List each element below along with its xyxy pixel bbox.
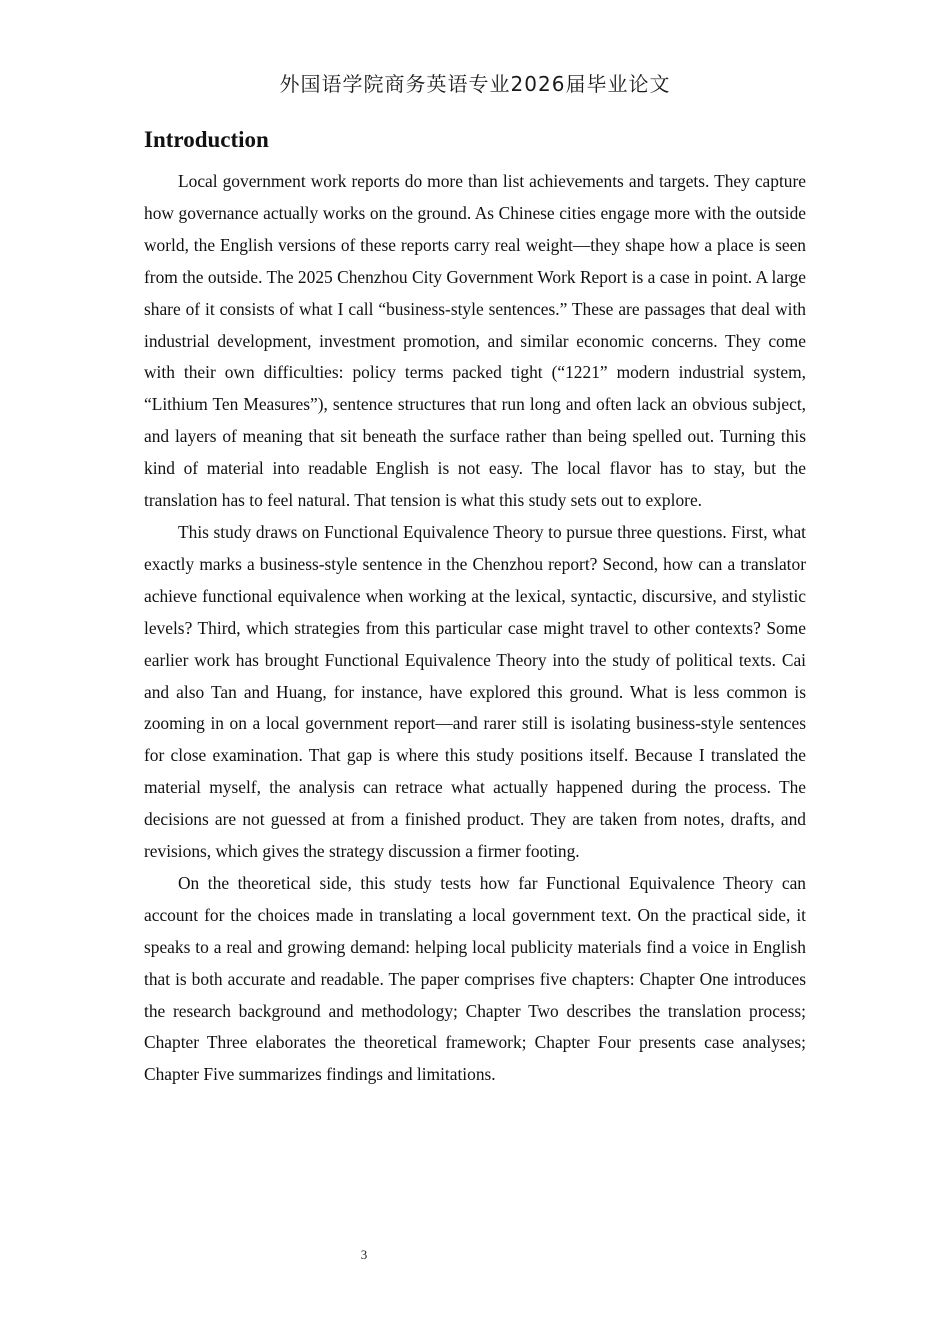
running-header: 外国语学院商务英语专业2026届毕业论文: [279, 72, 671, 96]
paragraph: Local government work reports do more than list achievements and targets. They capture how governance actually works on the ground. As Chinese cities engage more with the outside world, the English versions of these reports carry real weight—they shape how a place is seen from the outside. The 2025 Chenzhou City Government Work Report is a case in point. A large share of it consists of what I call “business-style sentences.” These are passages that deal with industrial development, investment promotion, and similar economic concerns. They come with their own difficulties: policy terms packed tight (“1221” modern industrial system, “Lithium Ten Measures”), sentence structures that run long and often lack an obvious subject, and layers of meaning that sit beneath the surface rather than being spelled out. Turning this kind of material into readable English is not easy. The local flavor has to stay, but the translation has to feel natural. That tension is what this study sets out to explore.: [144, 171, 806, 511]
page-number: 3: [360, 1247, 368, 1262]
paragraph: This study draws on Functional Equivalence Theory to pursue three questions. First, what exactly marks a business-style sentence in the Chenzhou report? Second, how can a translator achieve functional equivalence when working at the lexical, syntactic, discursive, and stylistic levels? Third, which strategies from this particular case might travel to other contexts? Some earlier work has brought Functional Equivalence Theory into the study of political texts. Cai and also Tan and Huang, for instance, have explored this ground. What is less common is zooming in on a local government report—and rarer still is isolating business-style sentences for close examination. That gap is where this study positions itself. Because I translated the material myself, the analysis can retrace what actually happened during the process. The decisions are not guessed at from a finished product. They are taken from notes, drafts, and revisions, which gives the strategy discussion a firmer footing.: [144, 521, 806, 862]
paragraph: On the theoretical side, this study tests how far Functional Equivalence Theory can account for the choices made in translating a local government text. On the practical side, it speaks to a real and growing demand: helping local publicity materials find a voice in English that is both accurate and readable. The paper comprises five chapters: Chapter One introduces the research background and methodology; Chapter Two describes the translation process; Chapter Three elaborates the theoretical framework; Chapter Four presents case analyses; Chapter Five summarizes findings and limitations.: [144, 872, 806, 1085]
body-content: [144, 124, 806, 1091]
section-heading: Introduction: [144, 127, 269, 152]
